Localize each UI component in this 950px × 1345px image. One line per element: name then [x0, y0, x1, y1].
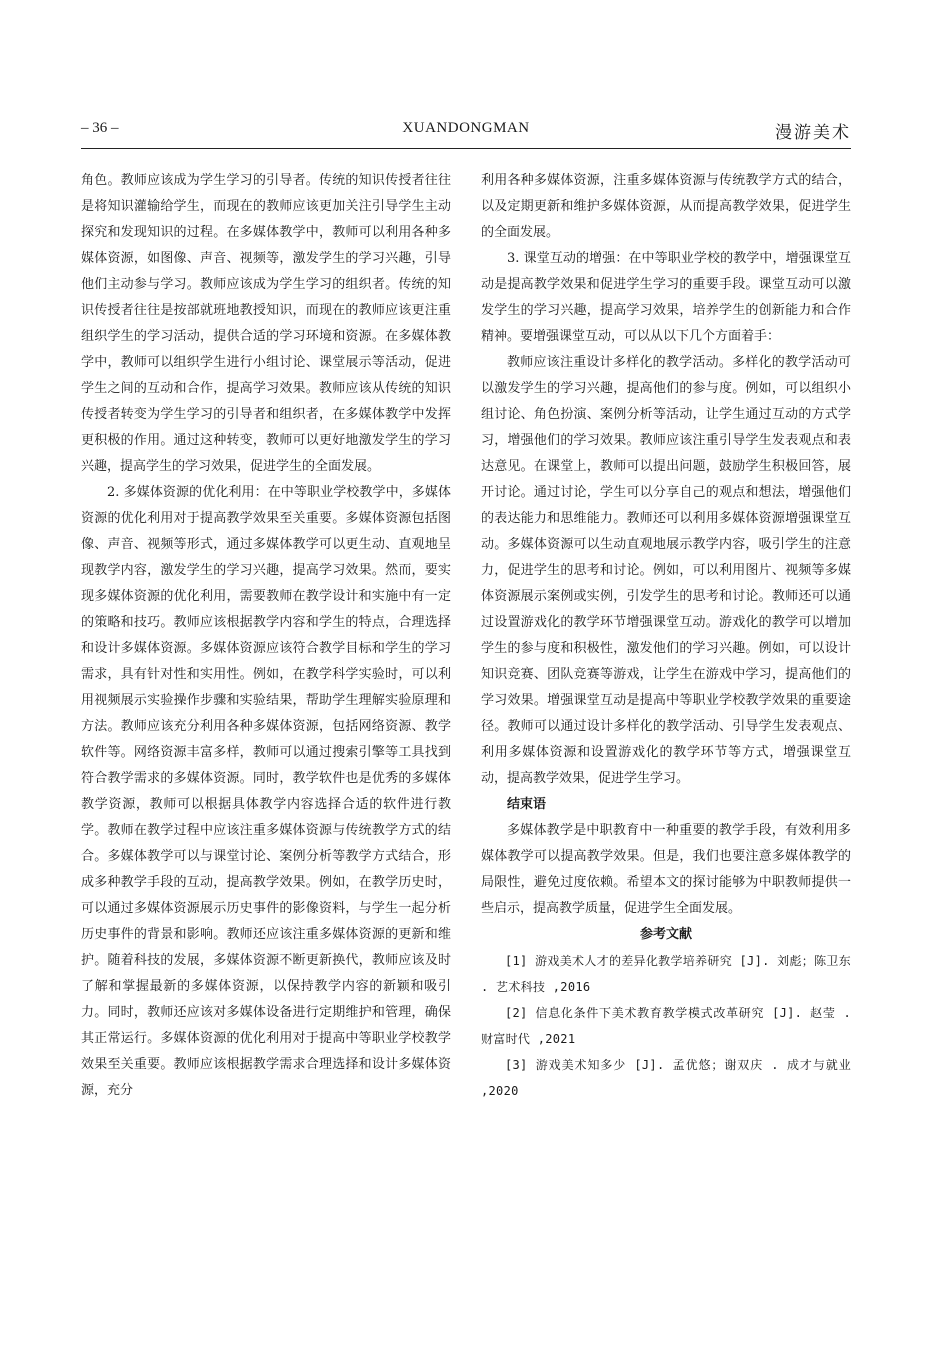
section-name: 漫游美术	[775, 123, 851, 143]
conclusion-heading: 结束语	[507, 797, 547, 812]
references-heading: 参考文献	[639, 927, 692, 942]
page-number: – 36 –	[81, 120, 119, 136]
conclusion-paragraph: 多媒体教学是中职教育中一种重要的教学手段，有效利用多媒体教学可以提高教学效果。但是，我们也要注意多媒体教学的局限性，避免过度依赖。希望本文的探讨能够为中职教师提供一些启示，提高教学质量，促进学生全面发展。	[481, 823, 851, 916]
page-header	[81, 118, 851, 149]
reference-item: [2] 信息化条件下美术教育教学模式改革研究 [J]. 赵莹 . 财富时代 ,2021	[481, 1006, 851, 1046]
journal-name: XUANDONGMAN	[402, 120, 530, 136]
left-column	[81, 168, 451, 1104]
paragraph: 3. 课堂互动的增强：在中等职业学校的教学中，增强课堂互动是提高教学效果和促进学生学习的重要手段。课堂互动可以激发学生的学习兴趣，提高学习效果，培养学生的创新能力和合作精神。要增强课堂互动，可以从以下几个方面着手：	[481, 251, 851, 344]
reference-item: [3] 游戏美术知多少 [J]. 孟优悠；谢双庆 . 成才与就业 ,2020	[481, 1058, 851, 1098]
paragraph: 2. 多媒体资源的优化利用：在中等职业学校教学中，多媒体资源的优化利用对于提高教学效果至关重要。多媒体资源包括图像、声音、视频等形式，通过多媒体教学可以更生动、直观地呈现教学内容，激发学生的学习兴趣，提高学习效果。然而，要实现多媒体资源的优化利用，需要教师在教学设计和实施中有一定的策略和技巧。教师应该根据教学内容和学生的特点，合理选择和设计多媒体资源。多媒体资源应该符合教学目标和学生的学习需求，具有针对性和实用性。例如，在教学科学实验时，可以利用视频展示实验操作步骤和实验结果，帮助学生理解实验原理和方法。教师应该充分利用各种多媒体资源，包括网络资源、教学软件等。网络资源丰富多样，教师可以通过搜索引擎等工具找到符合教学需求的多媒体资源。同时，教学软件也是优秀的多媒体教学资源，教师可以根据具体教学内容选择合适的软件进行教学。教师在教学过程中应该注重多媒体资源与传统教学方式的结合。多媒体教学可以与课堂讨论、案例分析等教学方式结合，形成多种教学手段的互动，提高教学效果。例如，在教学历史时，可以通过多媒体资源展示历史事件的影像资料，与学生一起分析历史事件的背景和影响。教师还应该注重多媒体资源的更新和维护。随着科技的发展，多媒体资源不断更新换代，教师应该及时了解和掌握最新的多媒体资源，以保持教学内容的新颖和吸引力。同时，教师还应该对多媒体设备进行定期维护和管理，确保其正常运行。多媒体资源的优化利用对于提高中等职业学校教学效果至关重要。教师应该根据教学需求合理选择和设计多媒体资源，充分	[81, 485, 451, 1098]
right-column	[481, 168, 851, 1104]
paragraph: 利用各种多媒体资源，注重多媒体资源与传统教学方式的结合，以及定期更新和维护多媒体资源，从而提高教学效果，促进学生的全面发展。	[481, 173, 851, 240]
paragraph: 教师应该注重设计多样化的教学活动。多样化的教学活动可以激发学生的学习兴趣，提高他们的参与度。例如，可以组织小组讨论、角色扮演、案例分析等活动，让学生通过互动的方式学习，增强他们的学习效果。教师应该注重引导学生发表观点和表达意见。在课堂上，教师可以提出问题，鼓励学生积极回答，展开讨论。通过讨论，学生可以分享自己的观点和想法，增强他们的表达能力和思维能力。教师还可以利用多媒体资源增强课堂互动。多媒体资源可以生动直观地展示教学内容，吸引学生的注意力，促进学生的思考和讨论。例如，可以利用图片、视频等多媒体资源展示案例或实例，引发学生的思考和讨论。教师还可以通过设置游戏化的教学环节增强课堂互动。游戏化的教学可以增加学生的参与度和积极性，激发他们的学习兴趣。例如，可以设计知识竞赛、团队竞赛等游戏，让学生在游戏中学习，提高他们的学习效果。增强课堂互动是提高中等职业学校教学效果的重要途径。教师可以通过设计多样化的教学活动、引导学生发表观点、利用多媒体资源和设置游戏化的教学环节等方式，增强课堂互动，提高教学效果，促进学生学习。	[481, 355, 851, 786]
reference-item: [1] 游戏美术人才的差异化教学培养研究 [J]. 刘彪；陈卫东 . 艺术科技 ,2016	[481, 954, 851, 994]
paragraph: 角色。教师应该成为学生学习的引导者。传统的知识传授者往往是将知识灌输给学生，而现在的教师应该更加关注引导学生主动探究和发现知识的过程。在多媒体教学中，教师可以利用各种多媒体资源，如图像、声音、视频等，激发学生的学习兴趣，引导他们主动参与学习。教师应该成为学生学习的组织者。传统的知识传授者往往是按部就班地教授知识，而现在的教师应该更注重组织学生的学习活动，提供合适的学习环境和资源。在多媒体教学中，教师可以组织学生进行小组讨论、课堂展示等活动，促进学生之间的互动和合作，提高学习效果。教师应该从传统的知识传授者转变为学生学习的引导者和组织者，在多媒体教学中发挥更积极的作用。通过这种转变，教师可以更好地激发学生的学习兴趣，提高学生的学习效果，促进学生的全面发展。	[81, 173, 451, 474]
